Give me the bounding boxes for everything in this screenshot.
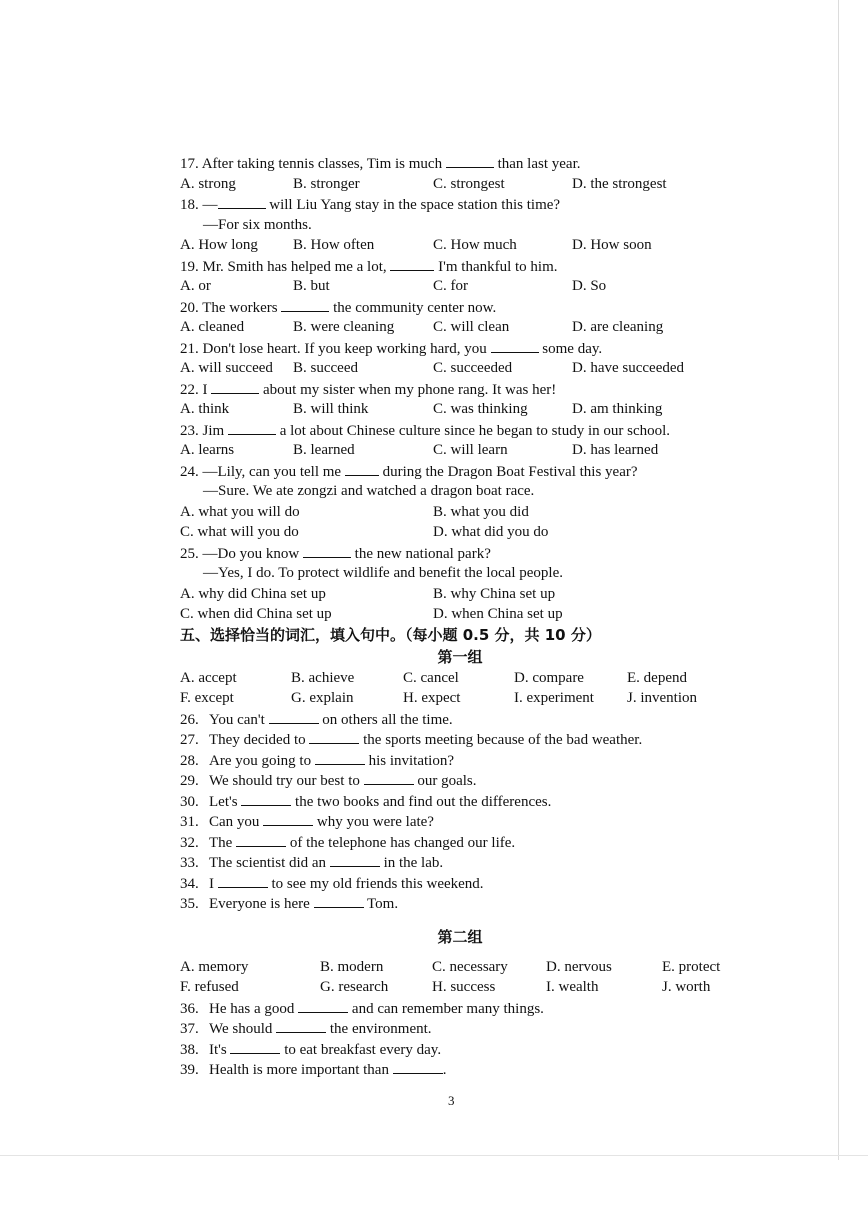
- option-b[interactable]: B. How often: [293, 237, 375, 253]
- question-25-options-row-1: [180, 584, 740, 605]
- question-24: 24. —Lily, can you tell me during the Dragon Boat Festival this year?: [180, 461, 740, 482]
- option-c[interactable]: C. How much: [433, 237, 517, 253]
- question-17: 17. After taking tennis classes, Tim is much than last year.: [180, 153, 740, 174]
- exam-content: [180, 153, 740, 1080]
- question-25-reply: —Yes, I do. To protect wildlife and benefit the local people.: [203, 565, 563, 581]
- question-19-options: [180, 276, 740, 297]
- answer-blank[interactable]: [281, 297, 329, 312]
- group-2-word-bank-row-1: [180, 957, 740, 978]
- word-option: C. necessary: [432, 958, 508, 975]
- question-33: 33. The scientist did an in the lab.: [180, 852, 740, 873]
- question-21-options: [180, 358, 740, 379]
- question-26: 26. You can't on others all the time.: [180, 709, 740, 730]
- word-option: H. expect: [403, 690, 461, 706]
- option-c[interactable]: C. strongest: [433, 175, 505, 192]
- answer-blank[interactable]: [269, 709, 319, 724]
- option-b[interactable]: B. what you did: [433, 503, 529, 520]
- question-20: 20. The workers the community center now.: [180, 297, 740, 318]
- option-c[interactable]: C. was thinking: [433, 401, 528, 417]
- option-a[interactable]: A. will succeed: [180, 360, 273, 376]
- answer-blank[interactable]: [228, 420, 276, 435]
- option-b[interactable]: B. why China set up: [433, 585, 556, 602]
- scan-edge-bottom: [0, 1155, 868, 1156]
- group-1-heading: 第一组: [437, 647, 483, 666]
- word-option: D. nervous: [546, 958, 612, 975]
- question-37: 37. We should the environment.: [180, 1018, 740, 1039]
- question-18-options: [180, 235, 740, 256]
- option-a[interactable]: A. think: [180, 401, 230, 417]
- answer-blank[interactable]: [315, 750, 365, 765]
- question-24-options-row-1: [180, 502, 740, 523]
- option-c[interactable]: C. will learn: [433, 442, 508, 458]
- word-option: I. experiment: [514, 690, 594, 706]
- word-option: E. depend: [627, 669, 687, 686]
- option-a[interactable]: A. How long: [180, 237, 258, 253]
- answer-blank[interactable]: [309, 729, 359, 744]
- answer-blank[interactable]: [263, 811, 313, 826]
- option-d[interactable]: D. am thinking: [572, 401, 663, 417]
- word-option: J. worth: [662, 979, 711, 995]
- answer-blank[interactable]: [303, 543, 351, 558]
- answer-blank[interactable]: [446, 153, 494, 168]
- option-b[interactable]: B. succeed: [293, 360, 358, 376]
- question-29: 29. We should try our best to our goals.: [180, 770, 740, 791]
- answer-blank[interactable]: [211, 379, 259, 394]
- question-20-options: [180, 317, 740, 338]
- word-option: I. wealth: [546, 979, 599, 995]
- answer-blank[interactable]: [218, 194, 266, 209]
- option-a[interactable]: A. or: [180, 278, 211, 294]
- option-c[interactable]: C. succeeded: [433, 360, 513, 376]
- option-c[interactable]: C. will clean: [433, 319, 510, 335]
- group-1-word-bank-row-2: [180, 688, 740, 709]
- answer-blank[interactable]: [314, 893, 364, 908]
- answer-blank[interactable]: [241, 791, 291, 806]
- question-28: 28. Are you going to his invitation?: [180, 750, 740, 771]
- word-option: A. memory: [180, 958, 249, 975]
- option-c[interactable]: C. for: [433, 278, 468, 294]
- answer-blank[interactable]: [236, 832, 286, 847]
- option-c[interactable]: C. what will you do: [180, 524, 299, 540]
- question-31: 31. Can you why you were late?: [180, 811, 740, 832]
- question-23-options: [180, 440, 740, 461]
- question-18-reply: —For six months.: [203, 216, 312, 233]
- question-24-reply: —Sure. We ate zongzi and watched a dragon boat race.: [203, 483, 535, 499]
- question-35: 35. Everyone is here Tom.: [180, 893, 740, 914]
- answer-blank[interactable]: [230, 1039, 280, 1054]
- group-2-heading: 第二组: [437, 927, 483, 946]
- word-option: B. achieve: [291, 669, 355, 686]
- group-1-word-bank-row-1: [180, 668, 740, 689]
- question-24-options-row-2: [180, 522, 740, 543]
- scan-edge-right: [838, 0, 839, 1160]
- question-19: 19. Mr. Smith has helped me a lot, I'm thankful to him.: [180, 256, 740, 277]
- answer-blank[interactable]: [330, 852, 380, 867]
- option-d[interactable]: D. has learned: [572, 442, 659, 458]
- question-32: 32. The of the telephone has changed our life.: [180, 832, 740, 853]
- option-a[interactable]: A. what you will do: [180, 503, 300, 520]
- question-30: 30. Let's the two books and find out the differences.: [180, 791, 740, 812]
- question-25-options-row-2: [180, 604, 740, 625]
- question-39: 39. Health is more important than .: [180, 1059, 740, 1080]
- question-21: 21. Don't lose heart. If you keep working hard, you some day.: [180, 338, 740, 359]
- word-option: E. protect: [662, 958, 721, 975]
- section-5-heading: 五、选择恰当的词汇，填入句中。（每小题 0.5 分，共 10 分）: [180, 625, 601, 644]
- page-number: 3: [448, 1093, 455, 1108]
- answer-blank[interactable]: [364, 770, 414, 785]
- question-38: 38. It's to eat breakfast every day.: [180, 1039, 740, 1060]
- option-a[interactable]: A. learns: [180, 442, 235, 458]
- word-option: F. refused: [180, 979, 239, 995]
- answer-blank[interactable]: [218, 873, 268, 888]
- option-d[interactable]: D. So: [572, 278, 607, 294]
- word-option: J. invention: [627, 690, 697, 706]
- question-18: 18. — will Liu Yang stay in the space station this time?: [180, 194, 740, 215]
- option-a[interactable]: A. strong: [180, 175, 236, 192]
- option-c[interactable]: C. when did China set up: [180, 606, 332, 622]
- word-option: H. success: [432, 979, 496, 995]
- option-b[interactable]: B. learned: [293, 442, 355, 458]
- question-36: 36. He has a good and can remember many things.: [180, 998, 740, 1019]
- question-17-options: [180, 174, 740, 195]
- answer-blank[interactable]: [491, 338, 539, 353]
- question-25: 25. —Do you know the new national park?: [180, 543, 740, 564]
- question-22-options: [180, 399, 740, 420]
- option-b[interactable]: B. were cleaning: [293, 319, 395, 335]
- option-b[interactable]: B. will think: [293, 401, 369, 417]
- option-a[interactable]: A. why did China set up: [180, 585, 326, 602]
- question-22: 22. I about my sister when my phone rang. It was her!: [180, 379, 740, 400]
- word-option: G. explain: [291, 690, 354, 706]
- question-23: 23. Jim a lot about Chinese culture since he began to study in our school.: [180, 420, 740, 441]
- option-d[interactable]: D. How soon: [572, 237, 652, 253]
- answer-blank[interactable]: [298, 998, 348, 1013]
- word-option: D. compare: [514, 669, 584, 686]
- option-d[interactable]: D. are cleaning: [572, 319, 664, 335]
- option-b[interactable]: B. but: [293, 278, 330, 294]
- question-27: 27. They decided to the sports meeting because of the bad weather.: [180, 729, 740, 750]
- option-d[interactable]: D. what did you do: [433, 524, 549, 540]
- answer-blank[interactable]: [345, 461, 379, 476]
- answer-blank[interactable]: [393, 1059, 443, 1074]
- question-34: 34. I to see my old friends this weekend.: [180, 873, 740, 894]
- word-option: C. cancel: [403, 669, 459, 686]
- option-a[interactable]: A. cleaned: [180, 319, 245, 335]
- option-d[interactable]: D. when China set up: [433, 606, 563, 622]
- word-option: A. accept: [180, 669, 237, 686]
- word-option: F. except: [180, 690, 234, 706]
- word-option: B. modern: [320, 958, 384, 975]
- word-option: G. research: [320, 979, 389, 995]
- option-d[interactable]: D. the strongest: [572, 175, 667, 192]
- option-d[interactable]: D. have succeeded: [572, 360, 685, 376]
- group-2-word-bank-row-2: [180, 977, 740, 998]
- option-b[interactable]: B. stronger: [293, 175, 360, 192]
- answer-blank[interactable]: [276, 1018, 326, 1033]
- answer-blank[interactable]: [390, 256, 434, 271]
